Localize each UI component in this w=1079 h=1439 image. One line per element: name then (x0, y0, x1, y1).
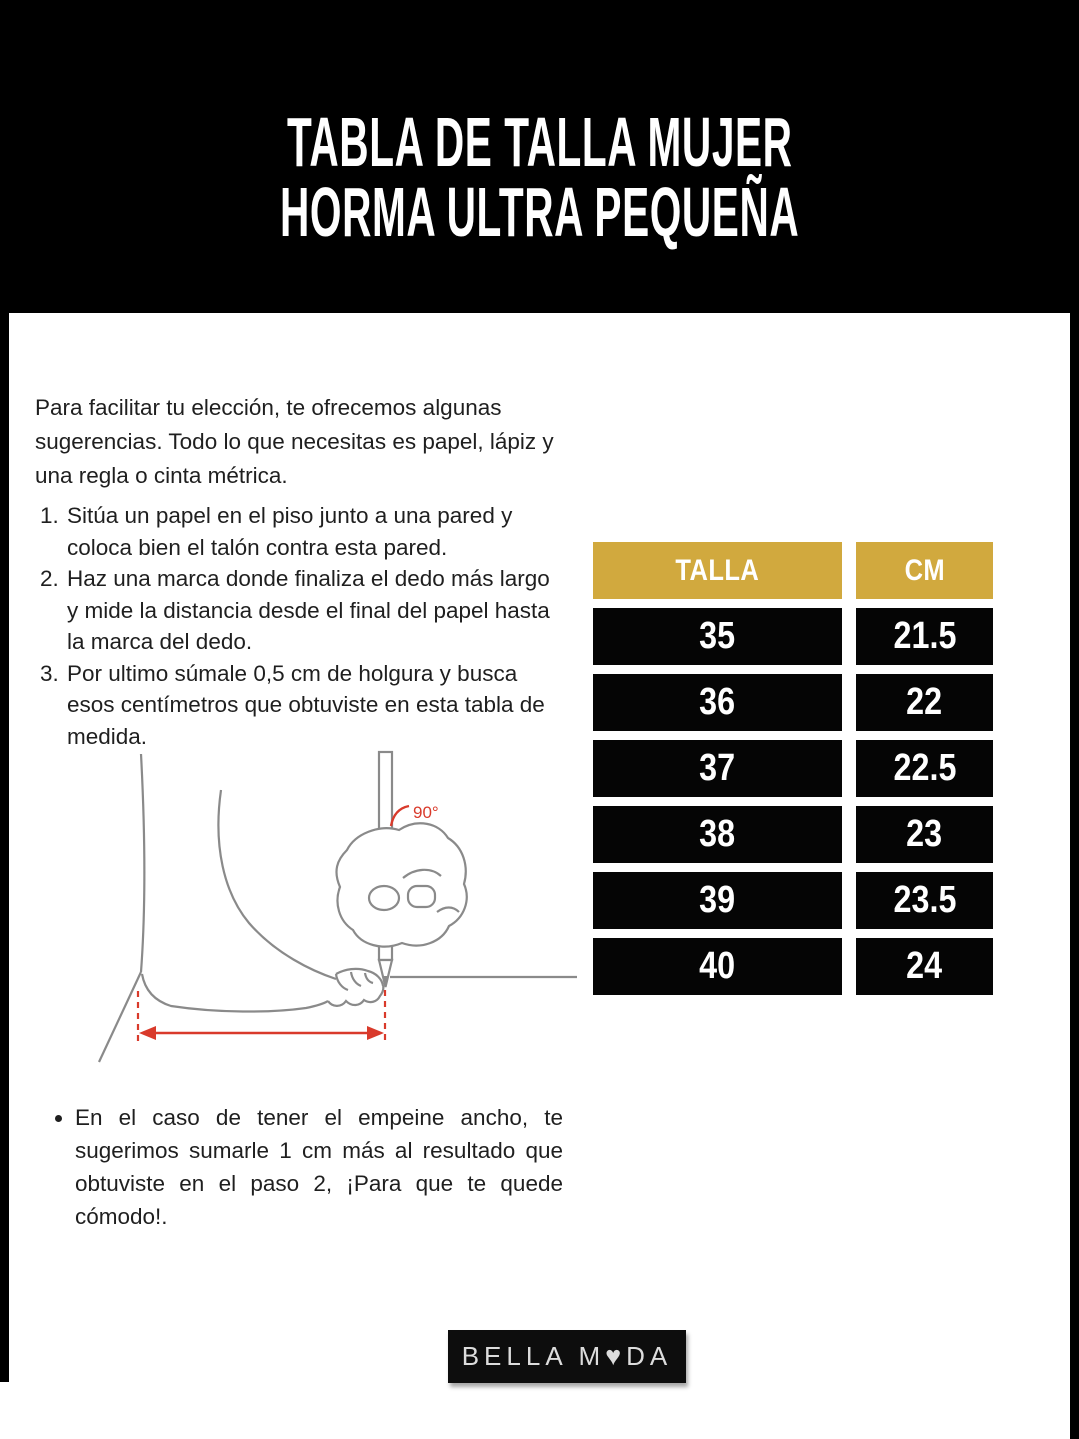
table-cell-cm: 23 (856, 806, 993, 863)
table-cell-cm: 21.5 (856, 608, 993, 665)
table-cell-talla: 40 (593, 938, 842, 995)
table-cell-talla: 36 (593, 674, 842, 731)
instruction-step-3: 3. Por ultimo súmale 0,5 cm de holgura y busca esos centímetros que obtuviste en esta tabla de medida. (65, 658, 563, 753)
hand-icon (336, 823, 466, 946)
wall-line (141, 754, 144, 972)
table-cell-cm: 22 (856, 674, 993, 731)
table-cell-talla: 37 (593, 740, 842, 797)
table-cell-cm: 23.5 (856, 872, 993, 929)
panel-left-notch (0, 1382, 9, 1439)
table-cell-talla: 35 (593, 608, 842, 665)
foot-measurement-illustration (85, 750, 585, 1070)
intro-paragraph: Para facilitar tu elección, te ofrecemos algunas sugerencias. Todo lo que necesitas es papel, lápiz y una regla o cinta métrica. (35, 395, 554, 488)
size-table-header-cm: CM (856, 542, 993, 599)
heart-icon: ♥ (605, 1341, 622, 1371)
brand-text-suffix: DA (626, 1341, 673, 1371)
brand-logo (448, 1330, 686, 1383)
table-cell-cm: 22.5 (856, 740, 993, 797)
size-table (593, 542, 993, 995)
angle-label: 90° (413, 803, 439, 822)
page-title-line1: TABLA DE TALLA MUJER (286, 103, 793, 181)
hero-header (0, 103, 1079, 251)
wall-floor-diagonal (99, 972, 141, 1062)
table-cell-cm: 24 (856, 938, 993, 995)
size-table-header-talla: TALLA (593, 542, 842, 599)
table-cell-talla: 38 (593, 806, 842, 863)
length-arrow (139, 1026, 384, 1040)
table-cell-talla: 39 (593, 872, 842, 929)
note-section (35, 1101, 563, 1233)
brand-text-prefix: BELLA M (461, 1341, 606, 1371)
note-item: • En el caso de tener el empeine ancho, te sugerimos sumarle 1 cm más al resultado que obtuviste en el paso 2, ¡Para que te quede cómodo!. (75, 1101, 563, 1233)
instruction-step-1: 1. Sitúa un papel en el piso junto a una pared y coloca bien el talón contra esta pared. (65, 500, 563, 563)
instructions-list (35, 500, 563, 752)
instruction-step-2: 2. Haz una marca donde finaliza el dedo más largo y mide la distancia desde el final del papel hasta la marca del dedo. (65, 563, 563, 658)
page-title-line2: HORMA ULTRA PEQUEÑA (279, 173, 800, 251)
